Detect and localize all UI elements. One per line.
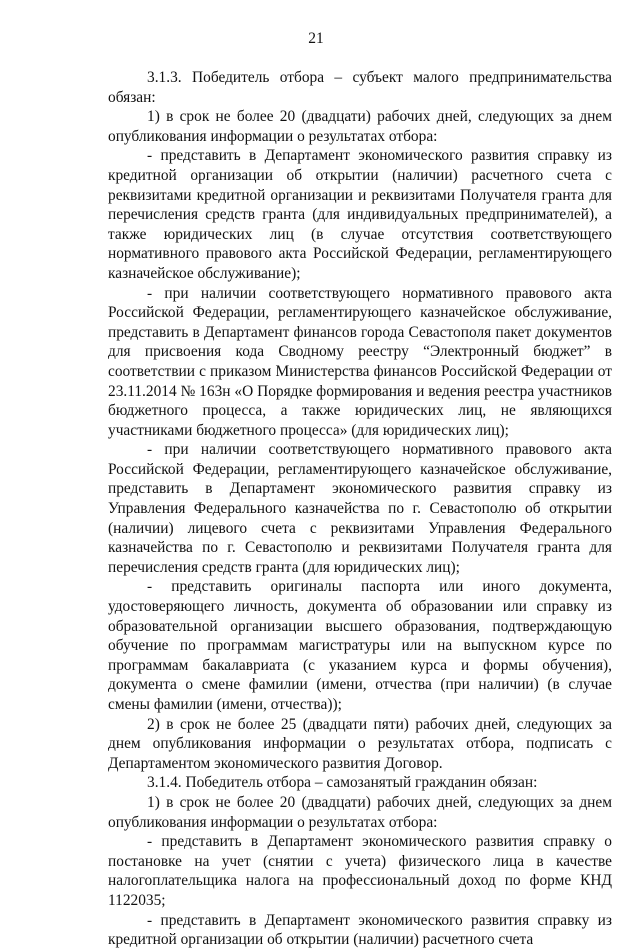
paragraph-3-1-3-item-1: 1) в срок не более 20 (двадцати) рабочих дней, следующих за днем опубликования информации о результатах отбора: (108, 108, 612, 145)
paragraph-original-documents: - представить оригиналы паспорта или иного документа, удостоверяющего личность, документа об образовании или справку из образовательной организации высшего образования, подтверждающую обучение по программам магистратуры или на выпускном курсе по программам бакалавриата (с указанием курса и формы обучения), документа о смене фамилии (имени, отчества (при наличии) (в случае смены фамилии (имени, отчества)); (108, 578, 612, 713)
paragraph-bank-account-certificate-2: - представить в Департамент экономического развития справку из кредитной организации об открытии (наличии) расчетного счета (108, 911, 612, 949)
paragraph-3-1-4-item-1: 1) в срок не более 20 (двадцати) рабочих дней, следующих за днем опубликования информации о результатах отбора: (108, 793, 612, 831)
paragraph-3-1-3-item-2: 2) в срок не более 25 (двадцати пяти) рабочих дней, следующих за днем опубликования информации о результатах отбора, подписать с Департаментом экономического развития Договор. (108, 715, 612, 772)
paragraph-tax-registration-certificate: - представить в Департамент экономического развития справку о постановке на учет (снятии с учета) физического лица в качестве налогоплательщика налога на профессиональный доход по форме КНД 1122035; (108, 833, 612, 909)
paragraph-electronic-budget-registration: - при наличии соответствующего нормативного правового акта Российской Федерации, регламентирующего казначейское обслуживание, представить в Департамент финансов города Севастополя пакет документов для присвоения кода Сводному реестру “Электронный бюджет” в соответствии с приказом Министерства финансов Российской Федерации от 23.11.2014 № 163н «О Порядке формирования и ведения реестра участников бюджетного процесса, а также юридических лиц, не являющихся участниками бюджетного процесса» (для юридических лиц); (108, 284, 612, 439)
page-number: 21 (308, 30, 324, 47)
paragraph-treasury-account-certificate: - при наличии соответствующего нормативного правового акта Российской Федерации, регламентирующего казначейское обслуживание, представить в Департамент экономического развития справку из Управления Федерального казначейства по г. Севастополю об открытии (наличии) лицевого счета с реквизитами Управления Федерального казначейства по г. Севастополю и реквизитами Получателя гранта для перечисления средств гранта (для юридических лиц); (108, 441, 612, 576)
document-body (108, 68, 612, 950)
paragraph-bank-account-certificate: - представить в Департамент экономического развития справку из кредитной организации об открытии (наличии) расчетного счета с реквизитами кредитной организации и реквизитами Получателя гранта для перечисления средств гранта (для индивидуальных предпринимателей), а также юридических лиц (в случае отсутствия соответствующего нормативного правового акта Российской Федерации, регламентирующего казначейское обслуживание); (108, 147, 612, 282)
paragraph-3-1-4-heading: 3.1.4. Победитель отбора – самозанятый гражданин обязан: (147, 774, 538, 792)
paragraph-3-1-3-heading: 3.1.3. Победитель отбора – субъект малого предпринимательства обязан: (108, 69, 612, 106)
